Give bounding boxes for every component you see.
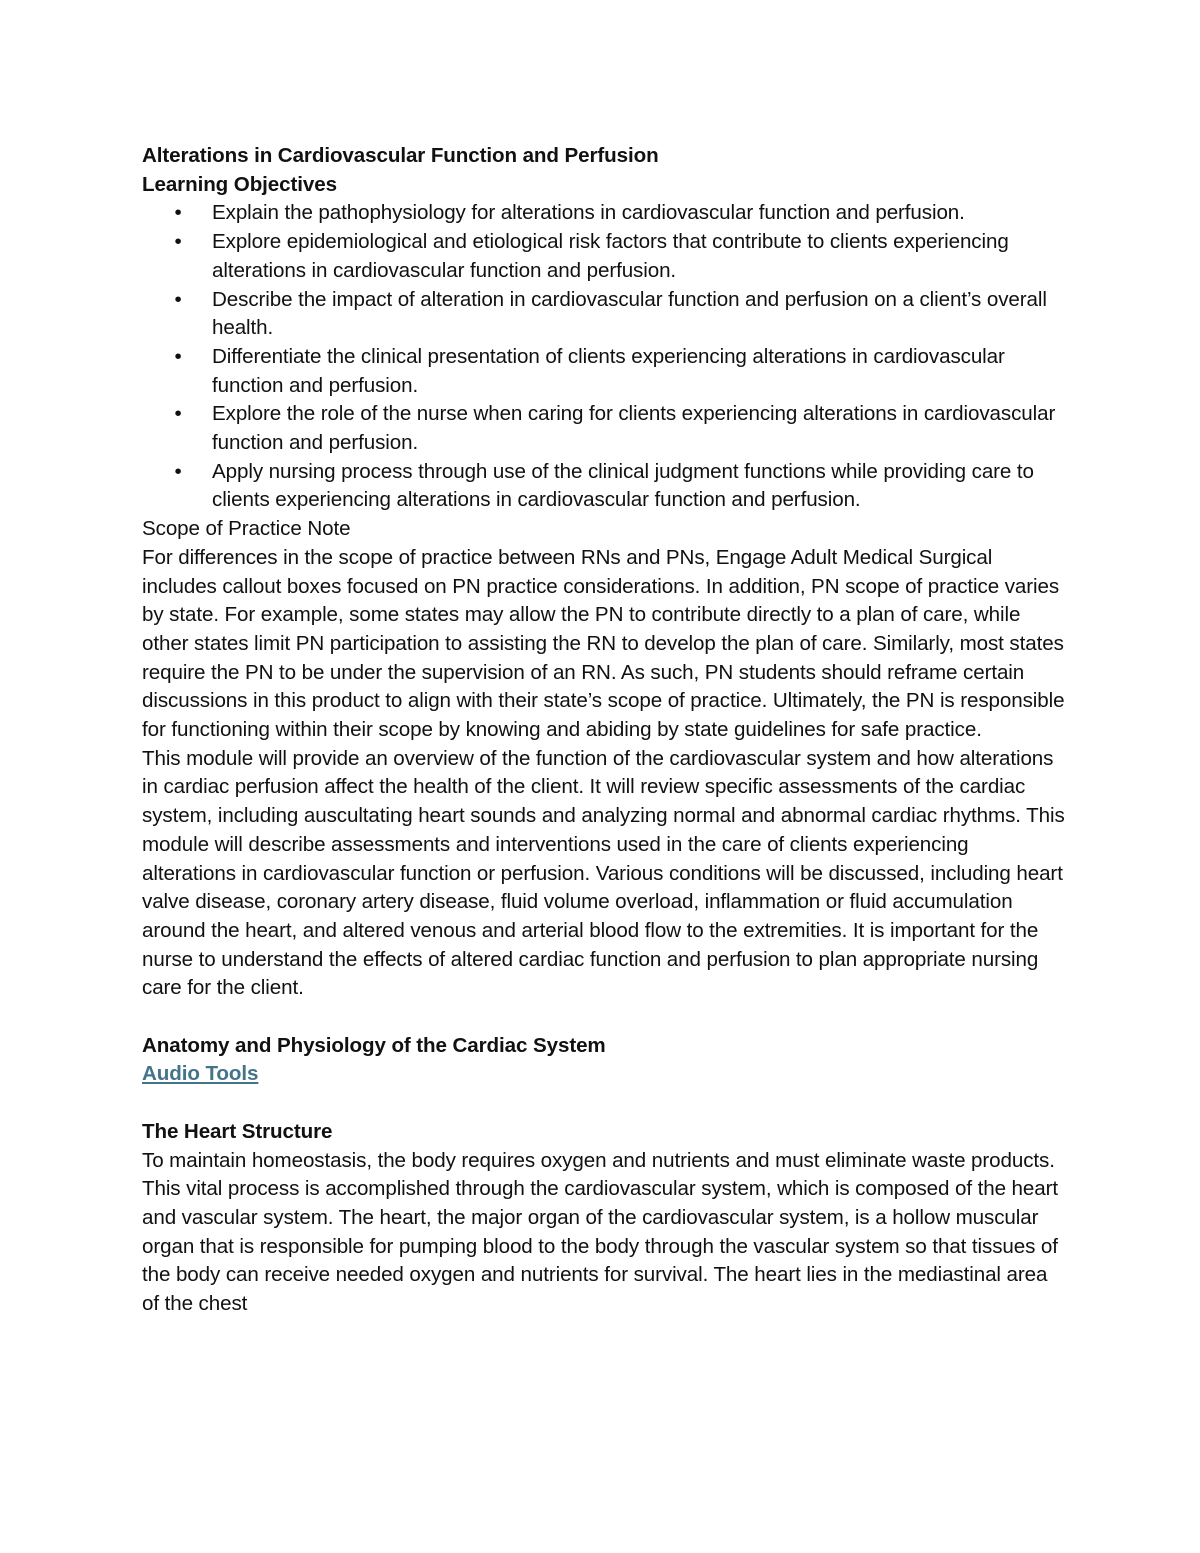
list-item: • Explore epidemiological and etiological risk factors that contribute to clients experiencing alterations in cardiovascular function and perfusion. [212,228,1067,285]
bullet-icon: • [174,230,182,254]
list-item: • Explore the role of the nurse when caring for clients experiencing alterations in cardiovascular function and perfusion. [212,400,1067,457]
heart-paragraph: To maintain homeostasis, the body requires oxygen and nutrients and must eliminate waste products. This vital process is accomplished through the cardiovascular system, which is composed of the heart and vascular system. The heart, the major organ of the cardiovascular system, is a hollow muscular organ that is responsible for pumping blood to the body through the vascular system so that tissues of the body can receive needed oxygen and nutrients for survival. The heart lies in the mediastinal area of the chest [142,1148,1058,1316]
list-item: • Describe the impact of alteration in cardiovascular function and perfusion on a client’s overall health. [212,286,1067,343]
document-title: Alterations in Cardiovascular Function and Perfusion [142,144,659,167]
objectives-heading: Learning Objectives [142,172,337,196]
list-item: • Apply nursing process through use of the clinical judgment functions while providing care to clients experiencing alterations in cardiovascular function and perfusion. [212,458,1067,515]
bullet-icon: • [174,344,182,368]
bullet-icon: • [174,459,182,483]
bullet-icon: • [174,402,182,426]
document-page [142,142,1067,1319]
spacer [142,1003,1067,1032]
scope-paragraph: For differences in the scope of practice between RNs and PNs, Engage Adult Medical Surgical includes callout boxes focused on PN practice considerations. In addition, PN scope of practice varies by state. For example, some states may allow the PN to contribute directly to a plan of care, while other states limit PN participation to assisting the RN to develop the plan of care. Similarly, most states require the PN to be under the supervision of an RN. As such, PN students should reframe certain discussions in this product to align with their state’s scope of practice. Ultimately, the PN is responsible for functioning within their scope by knowing and abiding by state guidelines for safe practice. [142,545,1065,742]
objectives-list [142,199,1067,515]
bullet-icon: • [174,201,182,225]
overview-paragraph: This module will provide an overview of the function of the cardiovascular system and how alterations in cardiac perfusion affect the health of the client. It will review specific assessments of the cardiac system, including auscultating heart sounds and analyzing normal and abnormal cardiac rhythms. This module will describe assessments and interventions used in the care of clients experiencing alterations in cardiovascular function or perfusion. Various conditions will be discussed, including heart valve disease, coronary artery disease, fluid volume overload, inflammation or fluid accumulation around the heart, and altered venous and arterial blood flow to the extremities. It is important for the nurse to understand the effects of altered cardiac function and perfusion to plan appropriate nursing care for the client. [142,746,1065,1000]
list-item: • Differentiate the clinical presentation of clients experiencing alterations in cardiovascular function and perfusion. [212,343,1067,400]
audio-tools-link[interactable]: Audio Tools [142,1062,259,1086]
scope-heading: Scope of Practice Note [142,517,351,541]
heart-structure-heading: The Heart Structure [142,1119,333,1143]
bullet-icon: • [174,287,182,311]
list-item: • Explain the pathophysiology for alterations in cardiovascular function and perfusion. [212,199,1067,228]
anatomy-heading: Anatomy and Physiology of the Cardiac System [142,1033,606,1057]
spacer [142,1089,1067,1118]
